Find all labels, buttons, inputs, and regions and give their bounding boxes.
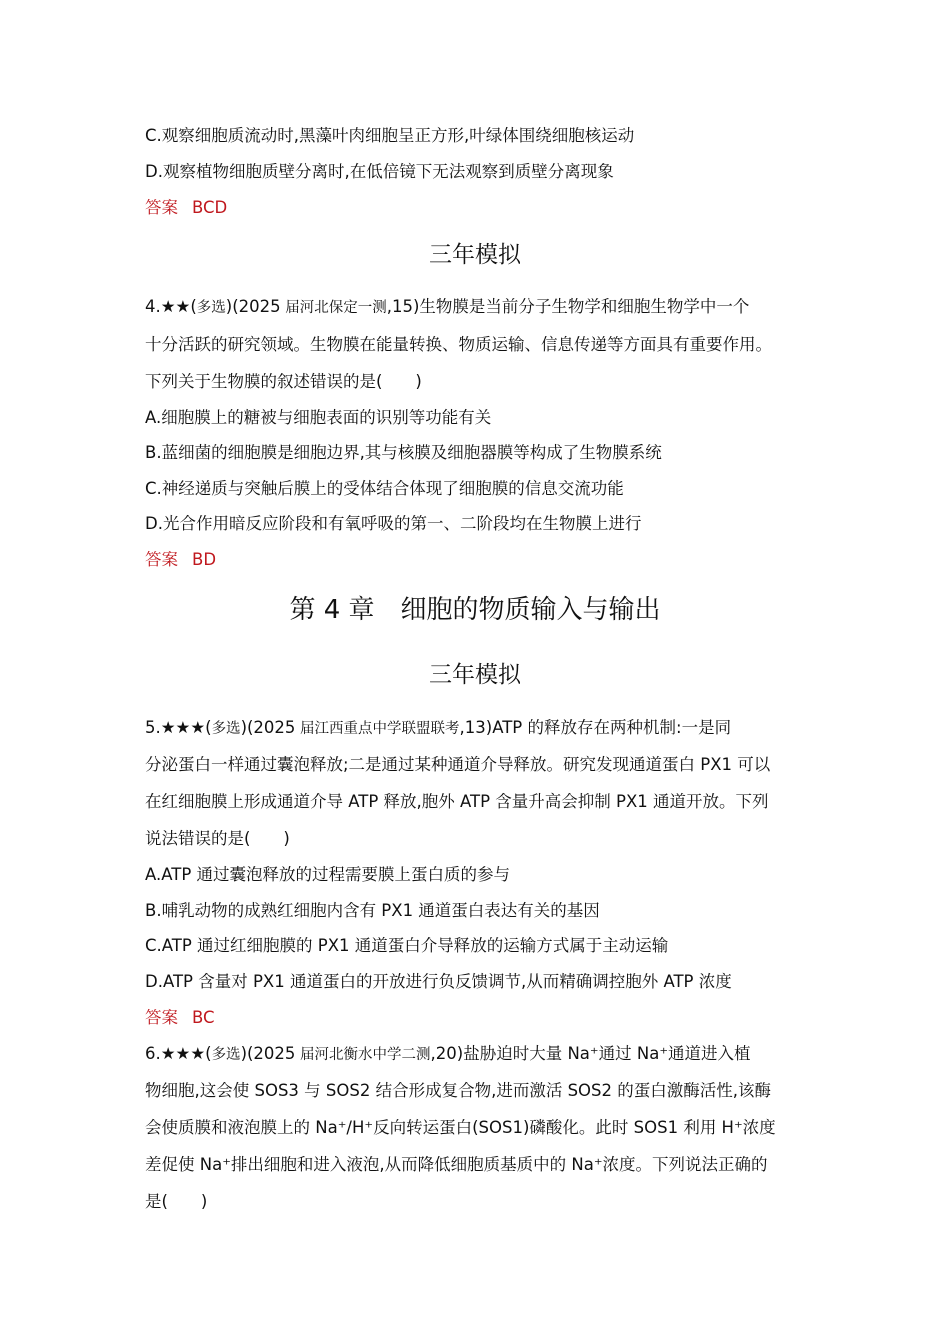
section-title: 三年模拟	[429, 662, 521, 688]
q5-option-b: B.哺乳动物的成熟红细胞内含有 PX1 通道蛋白表达有关的基因	[145, 901, 600, 920]
question-source: 届河北保定一测	[280, 300, 387, 316]
q4-answer	[145, 548, 815, 572]
q4-option-c: C.神经递质与突触后膜上的受体结合体现了细胞膜的信息交流功能	[145, 479, 624, 498]
question-year: )(2025	[240, 1044, 296, 1063]
q6-line-4: 差促使 Na⁺排出细胞和进入液泡,从而降低细胞质基质中的 Na⁺浓度。下列说法正确的	[145, 1155, 768, 1174]
answer-label: 答案	[145, 1008, 178, 1027]
q4-line-1	[145, 295, 815, 320]
question-number: 5.★★★(	[145, 718, 212, 737]
q6-line-2: 物细胞,这会使 SOS3 与 SOS2 结合形成复合物,进而激活 SOS2 的蛋白激酶活性,该酶	[145, 1081, 772, 1100]
question-number: 6.★★★(	[145, 1044, 212, 1063]
section-title: 三年模拟	[429, 242, 521, 268]
q6-line-3: 会使质膜和液泡膜上的 Na⁺/H⁺反向转运蛋白(SOS1)磷酸化。此时 SOS1 利用 H⁺浓度	[145, 1118, 776, 1137]
answer-value: BD	[192, 550, 217, 569]
question-type: 多选	[211, 721, 241, 737]
q4-option-d: D.光合作用暗反应阶段和有氧呼吸的第一、二阶段均在生物膜上进行	[145, 514, 642, 533]
q5-answer	[145, 1006, 815, 1030]
q3-option-c: C.观察细胞质流动时,黑藻叶肉细胞呈正方形,叶绿体围绕细胞核运动	[145, 126, 635, 145]
question-type: 多选	[196, 300, 226, 316]
q4-line-3: 下列关于生物膜的叙述错误的是( )	[145, 372, 422, 391]
question-year: )(2025	[240, 718, 296, 737]
q5-option-d: D.ATP 含量对 PX1 通道蛋白的开放进行负反馈调节,从而精确调控胞外 ATP 浓度	[145, 972, 732, 991]
question-text: ,20)盐胁迫时大量 Na⁺通过 Na⁺通道进入植	[430, 1044, 751, 1063]
answer-label: 答案	[145, 198, 178, 217]
question-number: 4.★★(	[145, 297, 197, 316]
question-source: 届江西重点中学联盟联考	[295, 721, 460, 737]
question-source: 届河北衡水中学二测	[295, 1047, 431, 1063]
q5-option-a: A.ATP 通过囊泡释放的过程需要膜上蛋白质的参与	[145, 865, 511, 884]
answer-label: 答案	[145, 550, 178, 569]
answer-value: BC	[192, 1008, 215, 1027]
q4-option-a: A.细胞膜上的糖被与细胞表面的识别等功能有关	[145, 408, 492, 427]
q5-line-2: 分泌蛋白一样通过囊泡释放;二是通过某种通道介导释放。研究发现通道蛋白 PX1 可以	[145, 755, 771, 774]
q6-line-1	[145, 1042, 815, 1067]
q3-answer	[145, 196, 815, 220]
question-type: 多选	[211, 1047, 241, 1063]
chapter-title: 第 4 章 细胞的物质输入与输出	[289, 595, 661, 625]
question-year: )(2025	[225, 297, 281, 316]
question-text: ,13)ATP 的释放存在两种机制:一是同	[459, 718, 732, 737]
q5-line-1	[145, 716, 815, 741]
q5-option-c: C.ATP 通过红细胞膜的 PX1 通道蛋白介导释放的运输方式属于主动运输	[145, 936, 669, 955]
q4-option-b: B.蓝细菌的细胞膜是细胞边界,其与核膜及细胞器膜等构成了生物膜系统	[145, 443, 662, 462]
q4-line-2: 十分活跃的研究领域。生物膜在能量转换、物质运输、信息传递等方面具有重要作用。	[145, 335, 772, 354]
q5-line-4: 说法错误的是( )	[145, 829, 290, 848]
q5-line-3: 在红细胞膜上形成通道介导 ATP 释放,胞外 ATP 含量升高会抑制 PX1 通道开放。下列	[145, 792, 769, 811]
question-text: ,15)生物膜是当前分子生物学和细胞生物学中一个	[386, 297, 750, 316]
answer-value: BCD	[192, 198, 228, 217]
q6-line-5: 是( )	[145, 1192, 208, 1211]
q3-option-d: D.观察植物细胞质壁分离时,在低倍镜下无法观察到质壁分离现象	[145, 162, 614, 181]
